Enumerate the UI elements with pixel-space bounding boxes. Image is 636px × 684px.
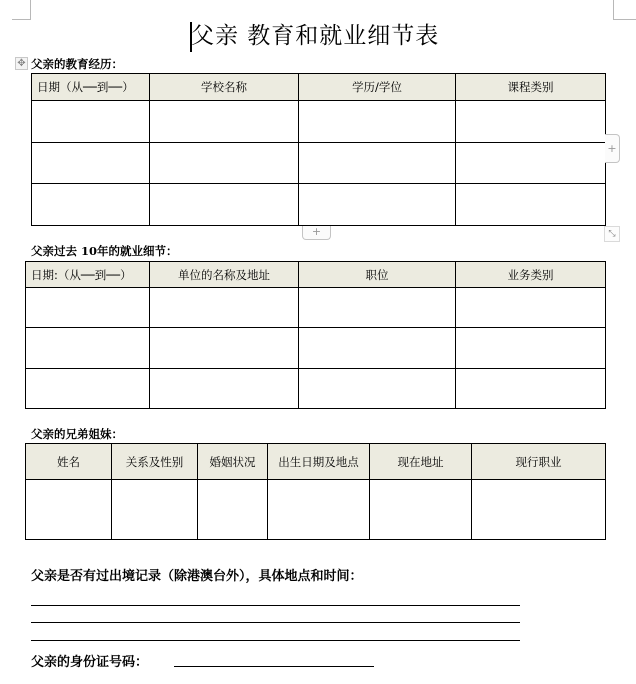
employment-cell[interactable] [456, 328, 606, 369]
siblings-header-name: 姓名 [26, 444, 112, 480]
table-move-handle-icon[interactable]: ✥ [15, 57, 28, 70]
education-cell[interactable] [150, 101, 299, 143]
education-cell[interactable] [150, 143, 299, 184]
table-row [32, 143, 606, 184]
employment-table [25, 261, 606, 409]
siblings-header-relation: 关系及性别 [112, 444, 198, 480]
education-cell[interactable] [32, 101, 150, 143]
education-cell[interactable] [456, 184, 606, 226]
employment-cell[interactable] [456, 288, 606, 328]
employment-cell[interactable] [26, 369, 150, 409]
siblings-cell[interactable] [268, 480, 370, 540]
travel-answer-line[interactable] [31, 605, 520, 606]
siblings-header-birth: 出生日期及地点 [268, 444, 370, 480]
table-row [26, 369, 606, 409]
page-corner-mark-left [12, 0, 31, 20]
id-card-field[interactable] [174, 666, 374, 667]
education-cell[interactable] [456, 101, 606, 143]
employment-header-employer: 单位的名称及地址 [150, 262, 299, 288]
siblings-header-occupation: 现行职业 [472, 444, 606, 480]
siblings-cell[interactable] [198, 480, 268, 540]
employment-section-label: 父亲过去 10年的就业细节： [31, 244, 178, 258]
education-header-school: 学校名称 [150, 74, 299, 101]
education-cell[interactable] [299, 184, 456, 226]
siblings-header-row [26, 444, 606, 480]
add-row-button[interactable]: + [302, 226, 331, 240]
table-row [26, 288, 606, 328]
employment-header-row [26, 262, 606, 288]
education-cell[interactable] [32, 184, 150, 226]
education-cell[interactable] [32, 143, 150, 184]
siblings-cell[interactable] [26, 480, 112, 540]
education-section-label: 父亲的教育经历： [31, 57, 123, 71]
siblings-cell[interactable] [112, 480, 198, 540]
employment-cell[interactable] [299, 369, 456, 409]
document-title[interactable]: 父亲 教育和就业细节表 [191, 23, 440, 49]
education-cell[interactable] [150, 184, 299, 226]
employment-cell[interactable] [26, 328, 150, 369]
siblings-header-address: 现在地址 [370, 444, 472, 480]
employment-header-business-type: 业务类别 [456, 262, 606, 288]
education-header-date: 日期（从──到──） [32, 74, 150, 101]
employment-cell[interactable] [299, 328, 456, 369]
id-card-label: 父亲的身份证号码： [31, 655, 149, 670]
page-corner-mark-right [613, 0, 636, 20]
travel-question: 父亲是否有过出境记录（除港澳台外），具体地点和时间： [31, 569, 363, 584]
add-column-button[interactable]: + [605, 134, 620, 163]
education-cell[interactable] [299, 143, 456, 184]
siblings-cell[interactable] [370, 480, 472, 540]
siblings-cell[interactable] [472, 480, 606, 540]
table-row [26, 328, 606, 369]
employment-cell[interactable] [150, 369, 299, 409]
employment-cell[interactable] [299, 288, 456, 328]
employment-cell[interactable] [150, 288, 299, 328]
table-row [32, 184, 606, 226]
education-table [31, 73, 606, 226]
education-header-course: 课程类别 [456, 74, 606, 101]
table-resize-handle-icon[interactable]: ⤡ [604, 226, 620, 242]
education-header-row [32, 74, 606, 101]
travel-answer-line[interactable] [31, 622, 520, 623]
employment-cell[interactable] [150, 328, 299, 369]
employment-header-date: 日期:（从──到──） [26, 262, 150, 288]
siblings-header-marital: 婚姻状况 [198, 444, 268, 480]
employment-cell[interactable] [26, 288, 150, 328]
siblings-table [25, 443, 606, 540]
table-row [26, 480, 606, 540]
education-header-degree: 学历/学位 [299, 74, 456, 101]
siblings-section-label: 父亲的兄弟姐妹： [31, 427, 123, 441]
employment-header-position: 职位 [299, 262, 456, 288]
education-cell[interactable] [456, 143, 606, 184]
employment-cell[interactable] [456, 369, 606, 409]
education-cell[interactable] [299, 101, 456, 143]
table-row [32, 101, 606, 143]
travel-answer-line[interactable] [31, 640, 520, 641]
